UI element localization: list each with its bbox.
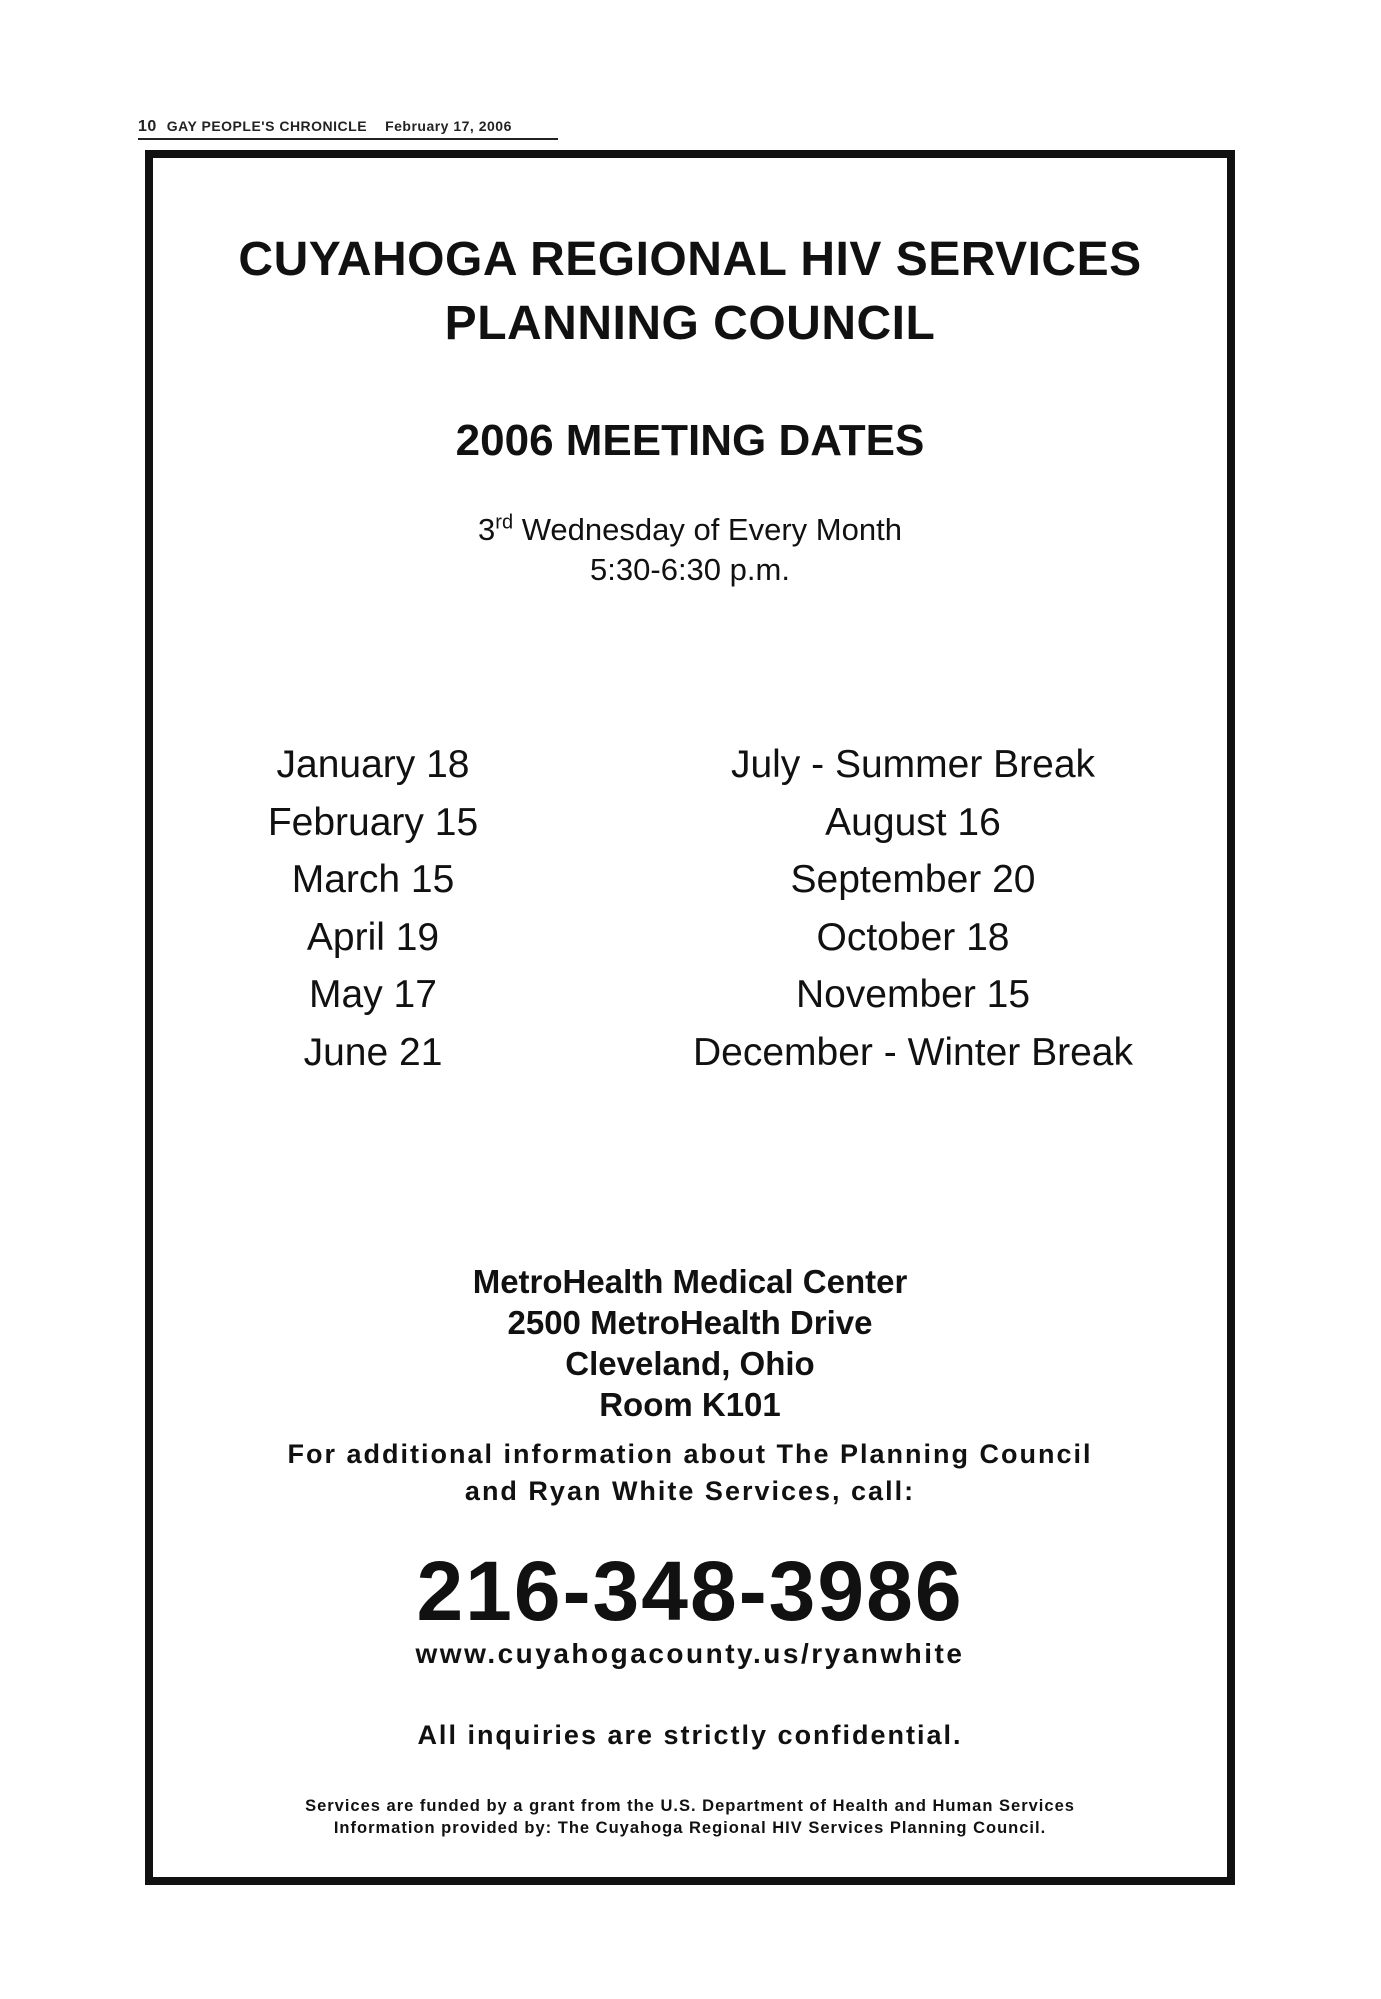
venue-name: MetroHealth Medical Center: [472, 1263, 908, 1300]
page-number: 10: [138, 118, 157, 135]
date-item: July - Summer Break: [730, 743, 1096, 786]
venue-block: [153, 1261, 1227, 1425]
funding-line-1: Services are funded by a grant from the U.S. Department of Health and Human Services: [305, 1797, 1075, 1815]
dates-column-left: [223, 736, 523, 1081]
funding-note: [153, 1795, 1227, 1839]
date-item: May 17: [309, 973, 437, 1016]
schedule-day-text: Wednesday of Every Month: [513, 512, 902, 547]
dates-column-right: [683, 736, 1143, 1081]
header-rule: [138, 138, 558, 140]
info-line-2: and Ryan White Services, call:: [464, 1476, 916, 1506]
title-line-1: CUYAHOGA REGIONAL HIV SERVICES: [238, 233, 1142, 286]
ordinal-suffix: rd: [495, 511, 514, 534]
info-line-1: For additional information about The Planning Council: [287, 1439, 1093, 1469]
publication-date: February 17, 2006: [385, 118, 512, 134]
ordinal-number: 3: [478, 512, 496, 547]
date-item: February 15: [267, 800, 479, 844]
date-item: August 16: [825, 800, 1001, 844]
info-text: [153, 1436, 1227, 1510]
date-item: December - Winter Break: [693, 1030, 1133, 1074]
confidentiality-note: All inquiries are strictly confidential.: [417, 1720, 963, 1750]
ad-title: [153, 228, 1227, 356]
date-item: January 18: [276, 743, 470, 786]
date-item: October 18: [816, 915, 1010, 959]
funding-line-2: Information provided by: The Cuyahoga Regional HIV Services Planning Council.: [333, 1819, 1047, 1837]
ad-frame: [145, 150, 1235, 1885]
publication-name: GAY PEOPLE'S CHRONICLE: [166, 118, 368, 134]
schedule-block: [153, 510, 1227, 590]
venue-room: Room K101: [599, 1386, 781, 1423]
phone-number: 216-348-3986: [416, 1544, 964, 1638]
schedule-day: [153, 510, 1227, 550]
date-item: April 19: [306, 915, 440, 959]
meeting-dates-heading: 2006 MEETING DATES: [455, 416, 925, 465]
date-item: March 15: [291, 858, 455, 901]
date-item: June 21: [303, 1030, 443, 1074]
date-item: November 15: [795, 973, 1031, 1016]
schedule-time: 5:30-6:30 p.m.: [590, 552, 790, 587]
title-line-2: PLANNING COUNCIL: [444, 297, 936, 350]
venue-city: Cleveland, Ohio: [565, 1345, 815, 1382]
venue-street: 2500 MetroHealth Drive: [507, 1304, 873, 1341]
date-item: September 20: [790, 858, 1036, 901]
website-url: www.cuyahogacounty.us/ryanwhite: [415, 1638, 965, 1669]
page-header: [138, 118, 1243, 136]
